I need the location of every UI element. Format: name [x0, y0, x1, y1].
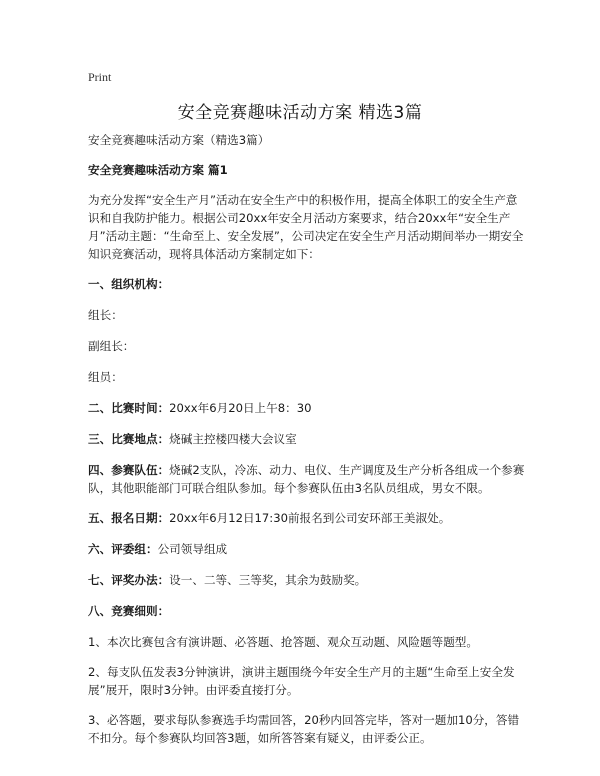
- judges-label: 六、评委组：: [88, 542, 158, 556]
- awards-value: 设一、二等、三等奖，其余为鼓励奖。: [169, 573, 367, 587]
- time-value: 20xx年6月20日上午8：30: [169, 401, 312, 415]
- time-line: [88, 399, 528, 417]
- members-line: 组员：: [88, 370, 123, 384]
- teams-value: 烧碱2支队，冷冻、动力、电仪、生产调度及生产分析各组成一个参赛队，其他职能部门可联合组队参加。每个参赛队伍由3名队员组成，男女不限。: [88, 463, 525, 495]
- teams-label: 四、参赛队伍：: [88, 463, 170, 477]
- signup-line: [88, 509, 528, 527]
- signup-label: 五、报名日期：: [88, 511, 170, 525]
- document-title: 安全竞赛趣味活动方案 精选3篇: [177, 103, 423, 123]
- time-label: 二、比赛时间：: [88, 401, 170, 415]
- place-label: 三、比赛地点：: [88, 432, 170, 446]
- vice-leader-line: 副组长：: [88, 339, 135, 353]
- teams-paragraph: [88, 461, 528, 497]
- judges-value: 公司领导组成: [157, 542, 228, 556]
- signup-value: 20xx年6月12日17:30前报名到公司安环部王美淑处。: [169, 511, 451, 525]
- awards-line: [88, 571, 528, 589]
- place-value: 烧碱主控楼四楼大会议室: [169, 432, 297, 446]
- section-title: 安全竞赛趣味活动方案 篇1: [88, 163, 228, 177]
- rule-2: 2、每支队伍发表3分钟演讲，演讲主题围绕今年安全生产月的主题“生命至上安全发展”展开，限时3分钟。由评委直接打分。: [88, 665, 515, 697]
- print-label: Print: [88, 70, 112, 84]
- leader-line: 组长：: [88, 308, 123, 322]
- rule-3: 3、必答题，要求每队参赛选手均需回答，20秒内回答完毕，答对一题加10分，答错不扣分。每个参赛队均回答3题，如所答答案有疑义，由评委公正。: [88, 713, 520, 745]
- rules-heading: 八、竞赛细则：: [88, 604, 170, 618]
- document-body: [88, 131, 528, 759]
- rule-1: 1、本次比赛包含有演讲题、必答题、抢答题、观众互动题、风险题等题型。: [88, 635, 478, 649]
- intro-paragraph: 为充分发挥“安全生产月”活动在安全生产中的积极作用，提高全体职工的安全生产意识和自我防护能力。根据公司20xx年安全月活动方案要求，结合20xx年“安全生产月”活动主题：“生命至上、安全发展”，公司决定在安全生产月活动期间举办一期安全知识竞赛活动，现将具体活动方案制定如下：: [88, 193, 524, 261]
- place-line: [88, 430, 528, 448]
- judges-line: [88, 540, 528, 558]
- awards-label: 七、评奖办法：: [88, 573, 170, 587]
- org-heading: 一、组织机构：: [88, 277, 170, 291]
- document-subtitle: 安全竞赛趣味活动方案（精选3篇）: [88, 133, 270, 147]
